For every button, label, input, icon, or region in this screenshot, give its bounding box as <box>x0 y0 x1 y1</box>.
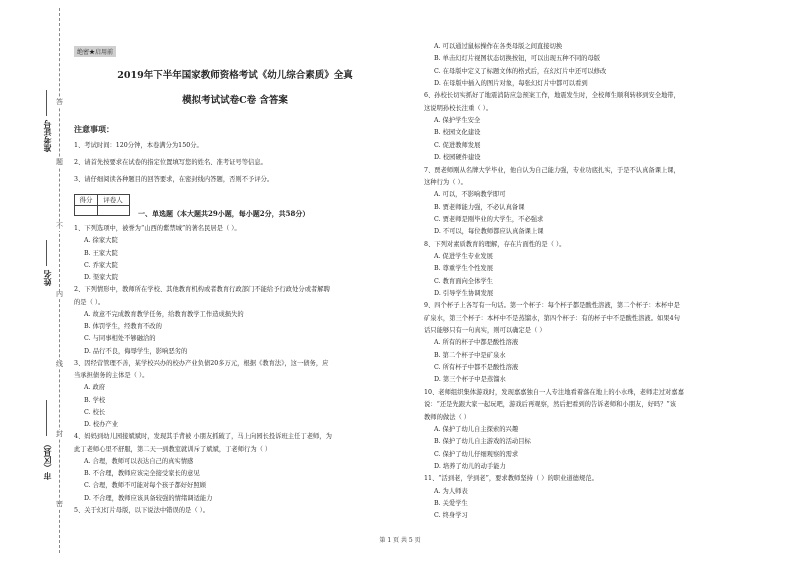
grader-label: 评卷人 <box>103 196 123 204</box>
answer-option: C. 所有杯子中都不是酸性溶液 <box>434 364 519 372</box>
answer-option: C. 在母版中定义了标题文体的格式后，在幻灯片中还可以修改 <box>434 67 607 75</box>
notes-heading: 注意事项： <box>74 124 114 134</box>
question-text: 2、下列情形中，教师所在学校、其他教育机构或者教育行政部门不能给予行政处分或者解聘 <box>74 286 330 294</box>
seal-line <box>59 8 60 553</box>
answer-option: B. 学校 <box>84 396 106 404</box>
page-footer: 第 1 页 共 5 页 <box>379 537 421 544</box>
name-blank <box>46 240 47 266</box>
district-blank <box>46 400 47 436</box>
answer-option: A. 合理，教师可以表达自己的真实情感 <box>84 457 194 465</box>
answer-option: A. 为人师表 <box>434 487 468 495</box>
answer-option: A. 徐家大院 <box>84 237 118 245</box>
answer-option: B. 校园文化建设 <box>434 129 481 137</box>
question-text: 6、孙校长切实抓好了地震消防应急预案工作，地震发生时，全校师生顺利转移到安全地带， <box>424 92 680 100</box>
answer-option: D. 不合理，教师应该具备较强的情绪调适能力 <box>84 494 213 502</box>
score-box-divider <box>97 205 98 215</box>
answer-option: A. 所有的杯子中都是酸性溶液 <box>434 339 519 347</box>
note-item: 1、考试时间：120分钟，本卷满分为150分。 <box>74 142 203 149</box>
exam-title-line2: 模拟考试试卷C卷 含答案 <box>182 95 288 106</box>
question-text: 10、老师组织集体游戏时，发现嘉嘉独自一人专注地看着落在地上的小水珠，老师走过对嘉嘉 <box>424 388 684 396</box>
answer-option: A. 促进学生专业发展 <box>434 252 493 260</box>
seal-mark: 线 <box>56 360 63 368</box>
question-text: 3、因经营管理不善，某学校兴办的校办产业负债20多万元，根据《教育法》，这一债务，应 <box>74 359 329 367</box>
answer-option: C. 与同事相处不够融洽的 <box>84 335 156 343</box>
question-text: 的是（ ）。 <box>74 298 105 306</box>
answer-option: D. 校办产业 <box>84 421 119 428</box>
question-text: 4、妈妈到幼儿园接斌斌时，发现其手背被 小朋友抓破了，马上向园长投诉班主任丁老师，为 <box>74 433 332 441</box>
note-item: 2、请首先按要求在试卷的指定位置填写您的姓名、准考证号等信息。 <box>74 159 267 166</box>
answer-option: B. 体罚学生，经教育不改的 <box>84 323 162 330</box>
name-label: 姓名 <box>42 270 52 286</box>
answer-option: B. 不合理，教师应该完全接受家长的意见 <box>84 470 200 477</box>
answer-option: B. 贾老师能力强，不必认真备课 <box>434 203 525 211</box>
admission-no-blank <box>46 90 47 116</box>
note-item: 3、请仔细阅读各种题目的回答要求，在密封线内答题，否则不予评分。 <box>74 176 274 183</box>
question-text: 话只能够只有一句真实，则可以确定是（ ） <box>424 327 546 335</box>
seal-mark: 不 <box>56 222 63 230</box>
seal-mark: 内 <box>56 290 63 298</box>
question-text: 当承担债务的主体是（ ）。 <box>74 372 149 379</box>
question-text: 11、“活到老，学到老”，要求教师坚持（ ）的职业道德规范。 <box>424 475 598 483</box>
seal-mark: 封 <box>56 430 63 438</box>
answer-option: B. 保护了幼儿自主游戏的活动目标 <box>434 438 531 446</box>
answer-option: D. 培养了幼儿的动手能力 <box>434 462 506 470</box>
answer-option: A. 可以通过鼠标操作在各类母版之间直接切换 <box>434 43 563 50</box>
score-box-header <box>75 195 129 206</box>
answer-option: C. 乔家大院 <box>84 261 118 269</box>
question-text: 教师的做法（ ） <box>424 413 471 421</box>
score-box <box>74 194 130 216</box>
answer-option: D. 在母版中插入的图片对象，每张幻灯片中都可以看到 <box>434 80 588 88</box>
answer-option: D. 校园硬件建设 <box>434 154 481 162</box>
exam-title-line1: 2019年下半年国家教师资格考试《幼儿综合素质》全真 <box>117 70 353 81</box>
admission-no-label: 准考证号 <box>42 120 52 152</box>
question-text: 8、下列对素质教育的理解，存在片面性的是（ ）。 <box>424 240 566 248</box>
answer-option: D. 引导学生协调发展 <box>434 290 494 297</box>
answer-option: C. 教育面向全体学生 <box>434 277 493 285</box>
question-text: 5、关于幻灯片母版，以下说法中错误的是（ ）。 <box>74 506 210 514</box>
answer-option: C. 终身学习 <box>434 512 468 520</box>
answer-option: B. 单击幻灯片视图状态切换按钮，可以出现五种不同的母版 <box>434 55 601 63</box>
secret-tag: 绝密★启用前 <box>74 46 116 57</box>
question-text: 说：“还是先跟大家一起玩吧，游戏后再观察，然后把看到的告诉老师和小朋友，好吗？”该 <box>424 401 677 409</box>
question-text: 7、贾老师刚从名牌大学毕业，他自认为自己能力强，专业功底扎实，于是不认真备课上课， <box>424 166 680 174</box>
answer-option: D. 渠家大院 <box>84 274 119 281</box>
score-label: 得分 <box>75 195 98 205</box>
question-text: 1、下列选项中，被誉为“山西的紫禁城”的著名民居是（ ）。 <box>74 225 241 232</box>
question-text: 这说明孙校长注重（ ）。 <box>424 104 493 112</box>
answer-option: D. 不可以，每位教师都应认真备课上课 <box>434 228 544 236</box>
answer-option: B. 关爱学生 <box>434 499 468 507</box>
question-text: 矿泉水，第三个杯子：本杯中不是蒸馏水，第四个杯子：有的杯子中不是酸性溶液。如果4句 <box>424 314 680 322</box>
seal-mark: 题 <box>56 158 63 166</box>
answer-option: C. 合理，教师不可能对每个孩子都好好照顾 <box>84 482 206 490</box>
answer-option: C. 促进教师发展 <box>434 141 481 149</box>
answer-option: A. 故意不完成教育教学任务，给教育教学工作造成损失的 <box>84 310 244 318</box>
answer-option: A. 可以，不影响教学即可 <box>434 191 506 199</box>
question-text: 这种行为（ ）。 <box>424 178 467 186</box>
section-title: 一、单选题（本大题共29小题，每小题2分，共58分） <box>138 209 310 218</box>
answer-option: C. 贾老师是刚毕业的大学生，不必强求 <box>434 215 544 223</box>
answer-option: B. 尊重学生个性发展 <box>434 265 494 273</box>
answer-option: D. 第三个杯子中是蒸馏水 <box>434 376 506 384</box>
answer-option: C. 保护了幼儿仔细观察的需求 <box>434 450 519 458</box>
answer-option: A. 政府 <box>84 384 106 392</box>
answer-option: B. 第二个杯子中是矿泉水 <box>434 351 506 359</box>
seal-mark: 答 <box>56 98 63 106</box>
answer-option: A. 保护了幼儿自主探索的兴趣 <box>434 425 519 433</box>
binding-strip <box>18 0 64 565</box>
answer-option: A. 保护学生安全 <box>434 117 481 125</box>
seal-mark: 密 <box>56 500 63 508</box>
question-text: 9、四个杯子上各写有一句话。第一个杯子：每个杯子都是酸性溶液，第二个杯子：本杯中是 <box>424 302 680 310</box>
answer-option: D. 品行不良，侮辱学生，影响恶劣的 <box>84 347 188 355</box>
question-text: 此丁老师心里不舒服，第二天一到教室就训斥了斌斌，丁老师行为（ ） <box>74 445 272 453</box>
answer-option: C. 校长 <box>84 408 106 416</box>
district-label: 市（区县） <box>42 440 52 480</box>
answer-option: B. 王家大院 <box>84 249 118 257</box>
